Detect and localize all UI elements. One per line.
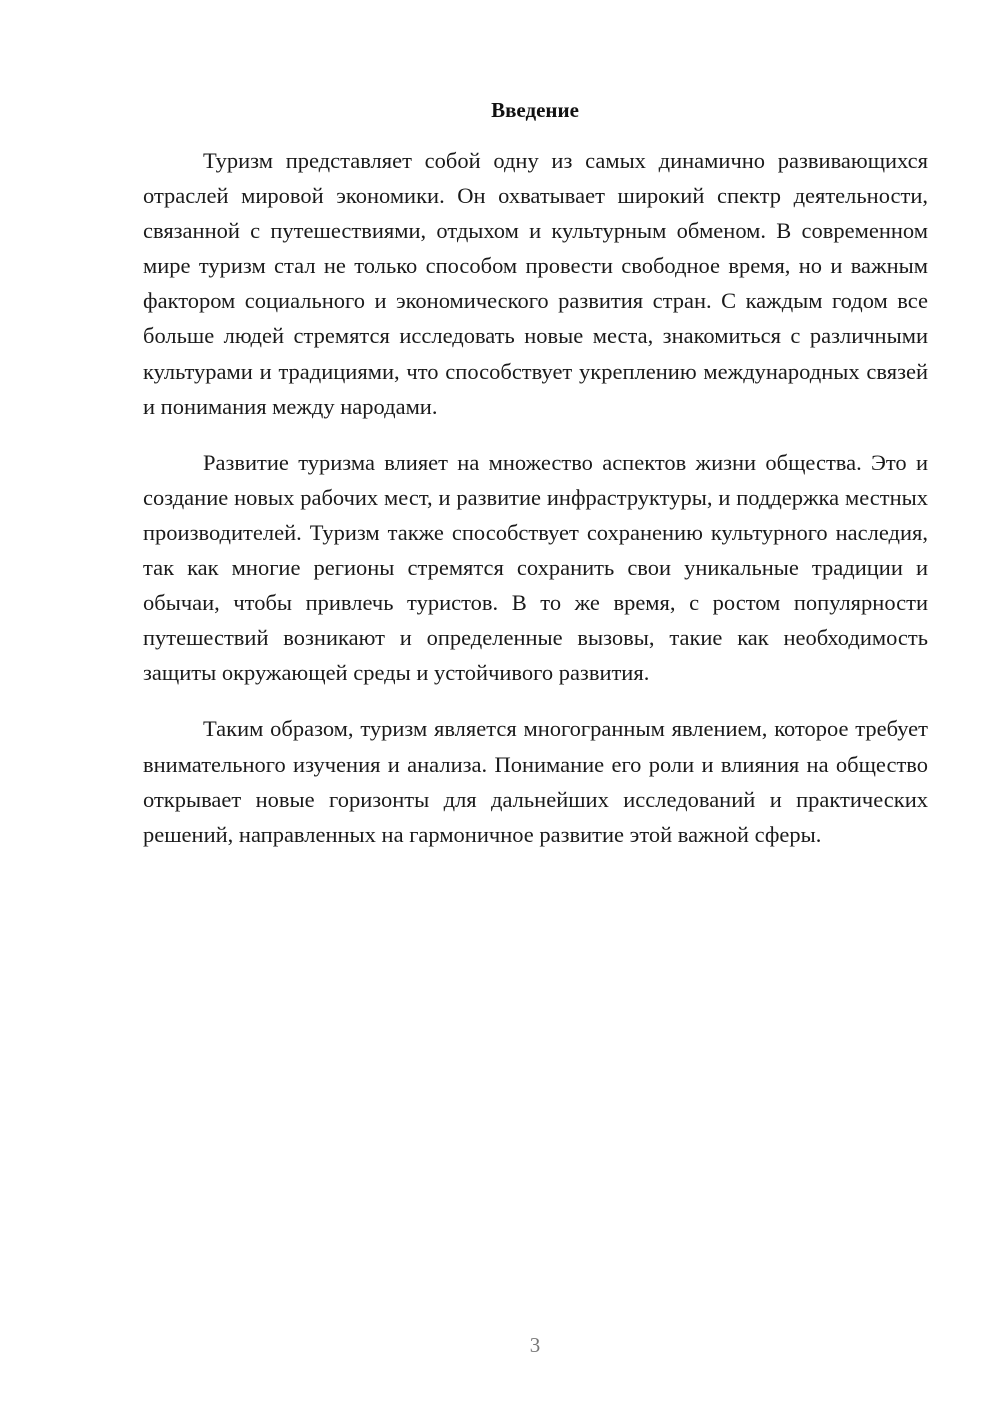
page-title: Введение bbox=[491, 98, 579, 122]
paragraph: Развитие туризма влияет на множество аспектов жизни общества. Это и создание новых рабочих мест, и развитие инфраструктуры, и поддержка местных производителей. Туризм также способствует сохранению культурного наследия, так как многие регионы стремятся сохранить свои уникальные традиции и обычаи, чтобы привлечь туристов. В то же время, с ростом популярности путешествий возникают и определенные вызовы, такие как необходимость защиты окружающей среды и устойчивого развития. bbox=[143, 449, 928, 686]
paragraph: Таким образом, туризм является многогранным явлением, которое требует внимательного изучения и анализа. Понимание его роли и влияния на общество открывает новые горизонты для дальнейших исследований и практических решений, направленных на гармоничное развитие этой важной сферы. bbox=[143, 716, 928, 847]
paragraph: Туризм представляет собой одну из самых динамично развивающихся отраслей мировой экономики. Он охватывает широкий спектр деятельности, связанной с путешествиями, отдыхом и культурным обменом. В современном мире туризм стал не только способом провести свободное время, но и важным фактором социального и экономического развития стран. С каждым годом все больше людей стремятся исследовать новые места, знакомиться с различными культурами и традициями, что способствует укреплению международных связей и понимания между народами. bbox=[143, 148, 928, 419]
page-number: 3 bbox=[529, 1333, 541, 1357]
document-body bbox=[143, 143, 928, 873]
